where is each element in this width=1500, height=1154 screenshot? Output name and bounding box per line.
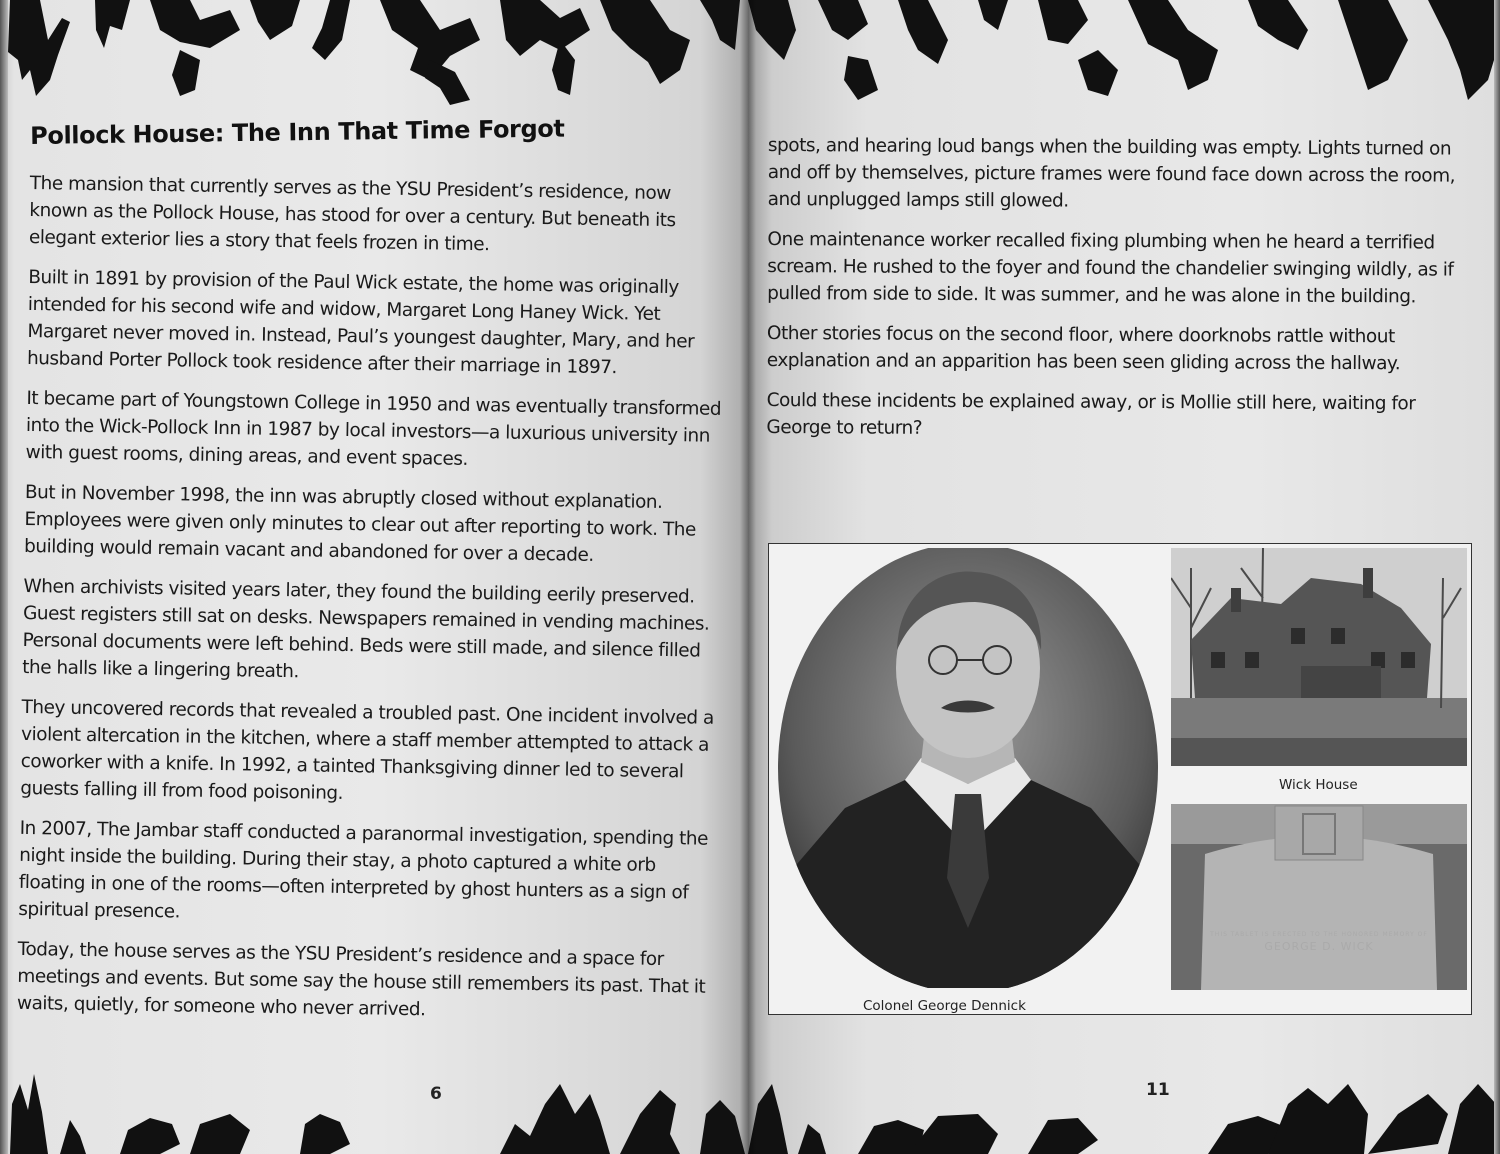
paragraph: When archivists visited years later, they found the building eerily preserved. Guest registers still sat on desks. Newspapers remained in vending machines. Personal documents were left behind. Beds were still made, and silence filled the halls like a lingering breath. [22, 575, 710, 683]
bottom-hands-border-left [0, 1044, 748, 1154]
paragraph: The mansion that currently serves as the YSU President’s residence, now known as the Pollock House, has stood for over a century. But beneath its elegant exterior lies a story that feels frozen in time. [28, 172, 676, 256]
paragraph: Could these incidents be explained away, or is Mollie still here, waiting for George to return? [766, 389, 1416, 439]
bottom-hands-border-right [748, 1044, 1500, 1154]
grave-inscription: GEORGE D. WICK [1264, 940, 1374, 953]
article-title: Pollock House: The Inn That Time Forgot [30, 114, 565, 150]
house-caption: Wick House [1279, 777, 1358, 793]
paragraph: spots, and hearing loud bangs when the building was empty. Lights turned on and off by themselves, picture frames were found face down across the room, and unplugged lamps still glowed. [767, 134, 1456, 212]
hands-silhouette-icon [748, 1044, 1500, 1154]
page-number: 11 [1146, 1080, 1170, 1100]
hands-silhouette-icon [0, 1044, 748, 1154]
paragraph: One maintenance worker recalled fixing plumbing when he heard a terrified scream. He rushed to the foyer and found the chandelier swinging wildly, as if pulled from side to side. It was summer, and he was alone in the building. [767, 228, 1454, 308]
top-hands-border-right [748, 0, 1500, 110]
photo-collage [768, 543, 1472, 1015]
paragraph: It became part of Youngstown College in 1950 and was eventually transformed into the Wick-Pollock Inn in 1987 by local investors—a luxurious university inn with guest rooms, dining areas, and event spaces. [25, 387, 722, 470]
book-gutter [740, 0, 756, 1154]
gravestone-photo [1171, 804, 1467, 990]
paragraph: Other stories focus on the second floor, where doorknobs rattle without explanation and an apparition has been seen gliding across the hallway. [766, 322, 1401, 375]
paragraph: They uncovered records that revealed a troubled past. One incident involved a violent altercation in the kitchen, where a staff member attempted to attack a coworker with a knife. In 1992, a tainted Thanksgiving dinner led to several guests falling ill from food poisoning. [20, 696, 714, 804]
paragraph: Built in 1891 by provision of the Paul Wick estate, the home was originally intended for his second wife and widow, Margaret Long Haney Wick. Yet Margaret never moved in. Instead, Paul’s youngest daughter, Mary, and her husband Porter Pollock took residence after their marriage in 1897. [26, 266, 695, 379]
page-number: 6 [430, 1084, 442, 1104]
gravestone-icon [1171, 804, 1467, 990]
portrait-man-icon [775, 548, 1161, 988]
paragraph: In 2007, The Jambar staff conducted a paranormal investigation, spending the night inside the building. During their stay, a photo captured a white orb floating in one of the rooms—often interpreted by ghost hunters as a sign of spiritual presence. [18, 817, 709, 923]
left-article-body [16, 170, 729, 1041]
house-icon [1171, 548, 1467, 766]
hands-silhouette-icon [0, 0, 748, 110]
grave-inscription: THIS TABLET IS ERECTED TO THE HONORED MEMORY OF [1210, 931, 1428, 938]
paragraph: But in November 1998, the inn was abruptly closed without explanation. Employees were given only minutes to clear out after reporting to work. The building would remain vacant and abandoned for over a decade. [23, 481, 696, 566]
portrait-photo [775, 548, 1161, 988]
portrait-caption: Colonel George Dennick [863, 998, 1026, 1014]
wick-house-photo [1171, 548, 1467, 766]
page-edge [1494, 0, 1500, 1154]
hands-silhouette-icon [748, 0, 1500, 110]
top-hands-border-left [0, 0, 748, 110]
page-edge [0, 0, 8, 1154]
left-page [0, 0, 748, 1154]
paragraph: Today, the house serves as the YSU President’s residence and a space for meetings and events. But some say the house still remembers its past. That it waits, quietly, for someone who never arrived. [16, 938, 706, 1021]
right-article-body [766, 132, 1458, 458]
